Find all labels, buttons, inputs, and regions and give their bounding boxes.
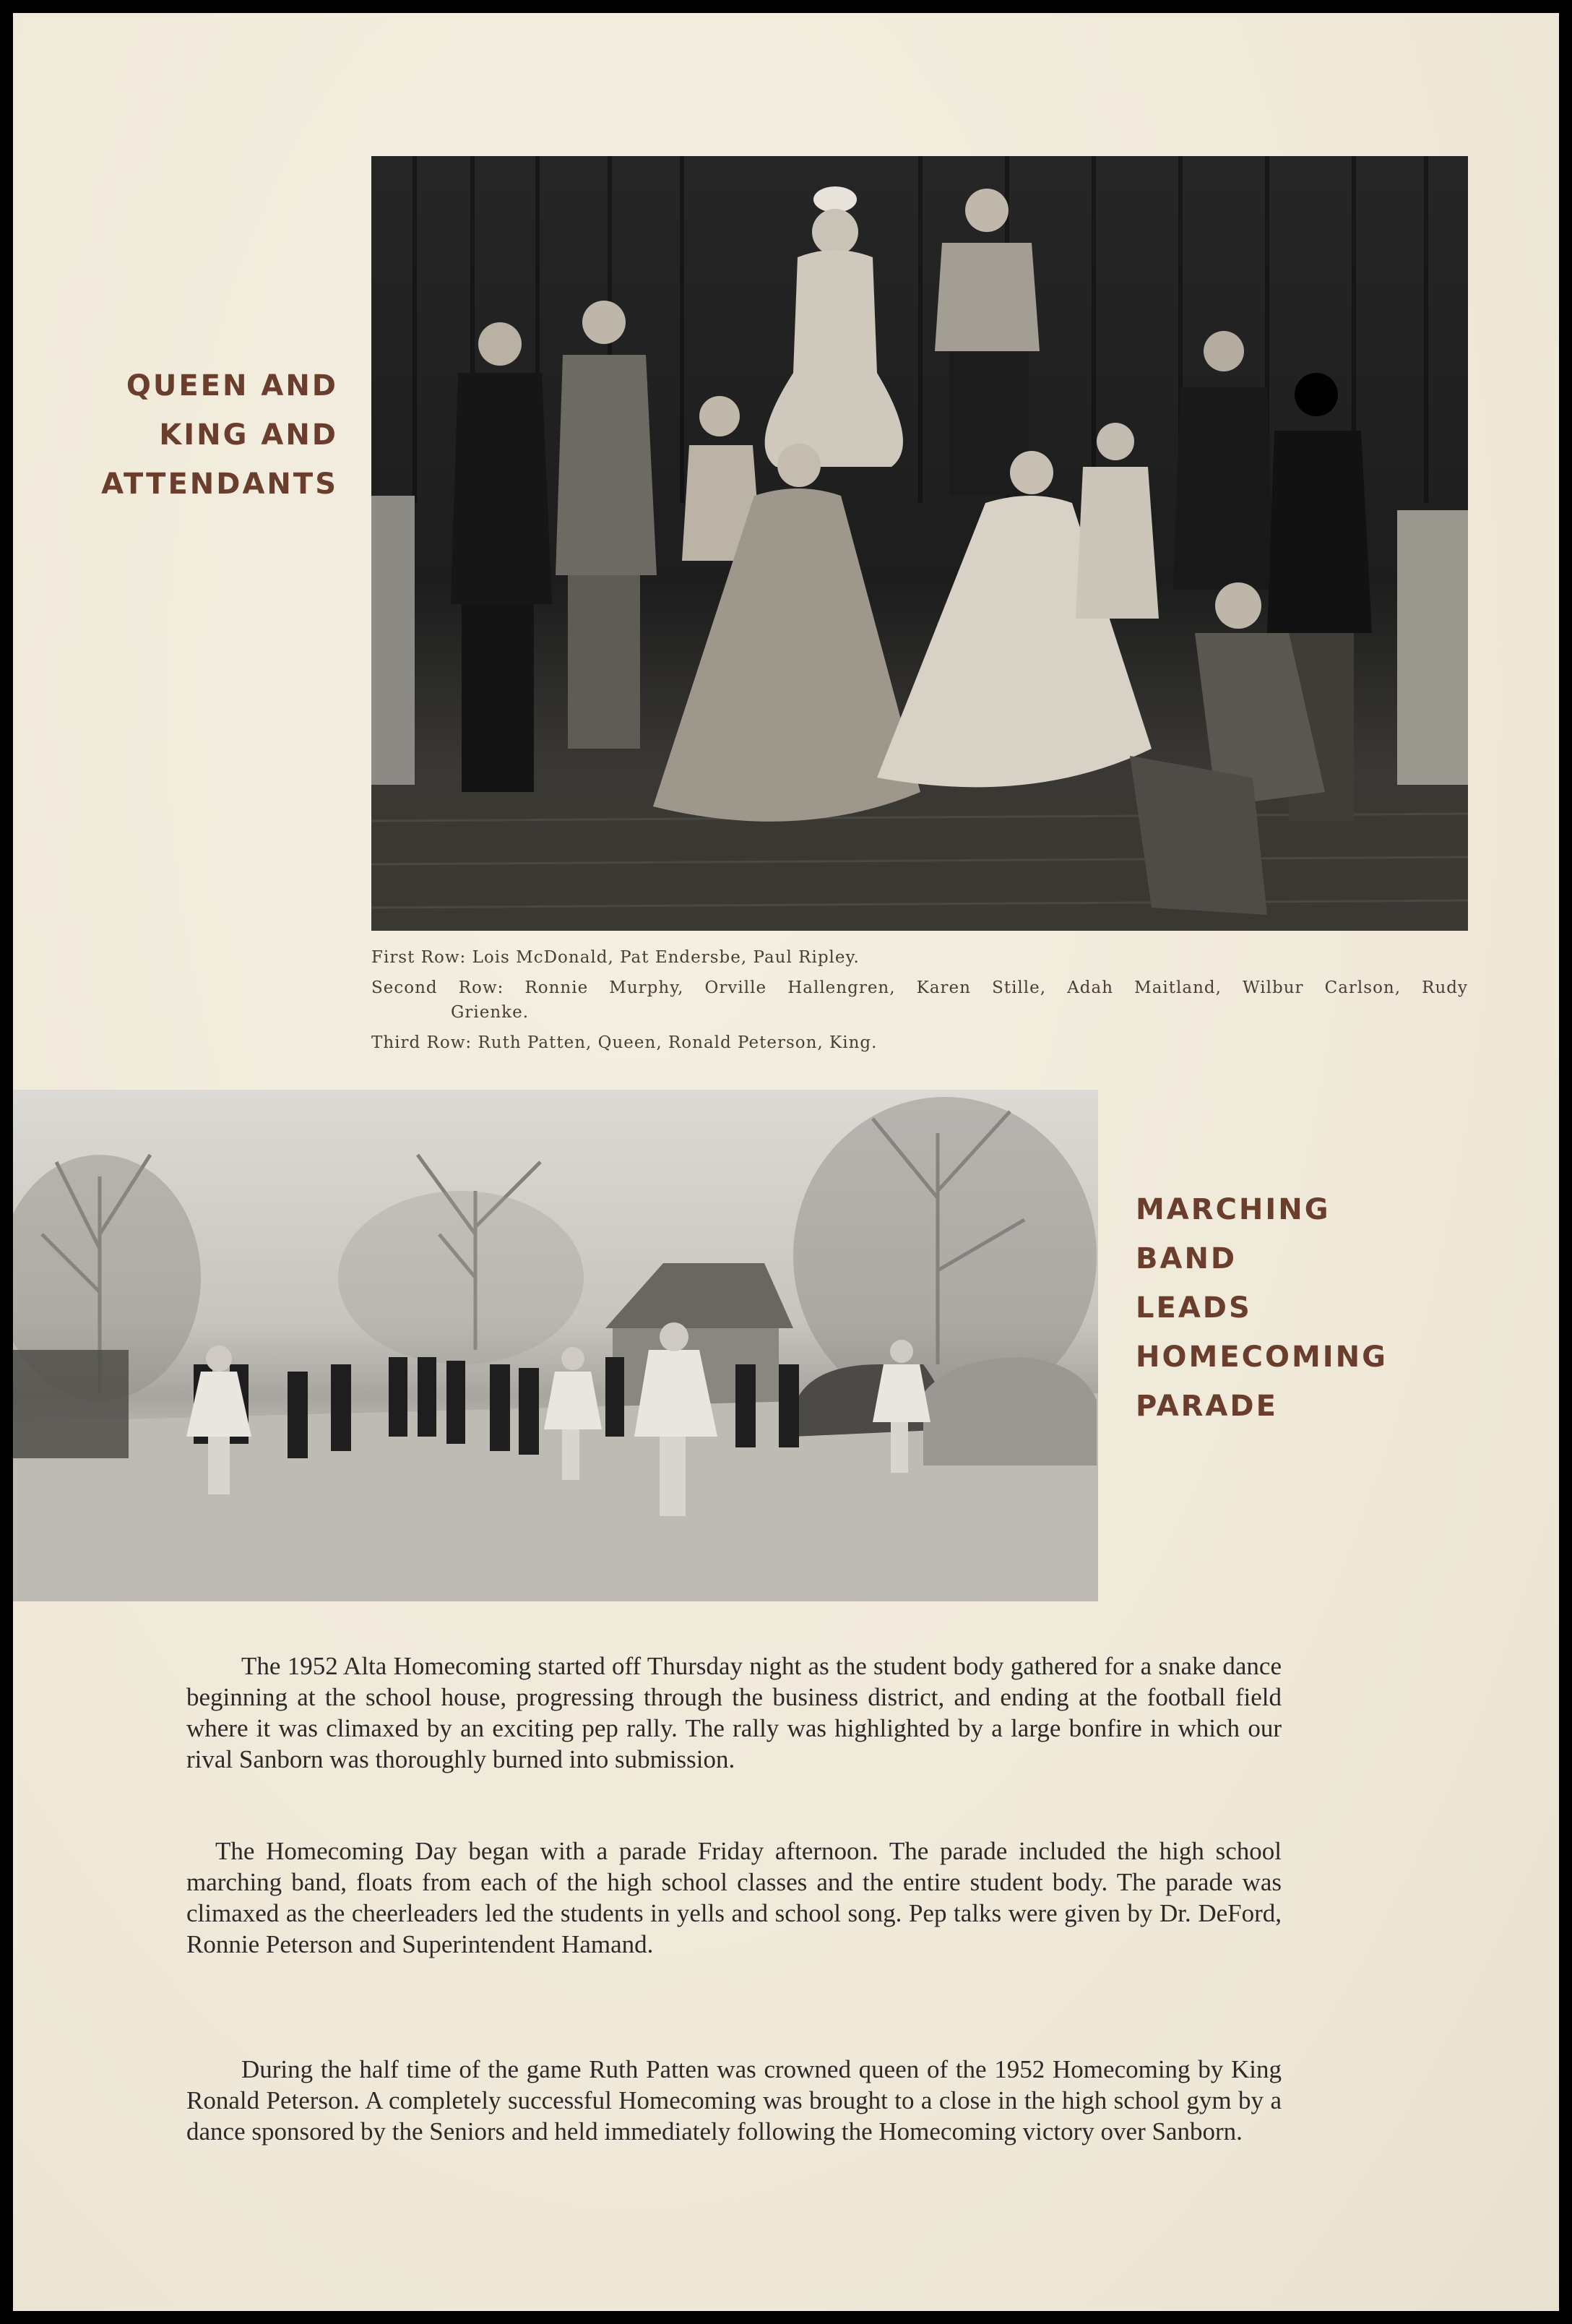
marching-band-heading (1136, 1185, 1388, 1431)
heading-line: PARADE (1136, 1390, 1278, 1423)
homecoming-paragraph-3 (186, 2054, 1282, 2147)
heading-line: BAND (1136, 1242, 1238, 1275)
marching-band-parade-photo (13, 1090, 1098, 1601)
heading-line: HOMECOMING (1136, 1340, 1388, 1374)
paragraph-text: The 1952 Alta Homecoming started off Thursday night as the student body gathered for a snake dance beginning at the school house, progressing through the business district, and ending at the football field where it was climaxed by an exciting pep rally. The rally was highlighted by a large bonfire in which our rival Sanborn was thoroughly burned into submission. (186, 1652, 1282, 1773)
paragraph-text: During the half time of the game Ruth Patten was crowned queen of the 1952 Homecoming by King Ronald Peterson. A completely successful Homecoming was brought to a close in the high school gym by a dance sponsored by the Seniors and held immediately following the Homecoming victory over Sanborn. (186, 2055, 1282, 2146)
heading-line: ATTENDANTS (101, 468, 338, 501)
heading-line: KING AND (159, 418, 338, 452)
queen-king-attendants-photo (371, 156, 1468, 931)
paragraph-text: The Homecoming Day began with a parade Friday afternoon. The parade included the high school marching band, floats from each of the high school classes and the entire student body. The parade was climaxed as the cheerleaders led the students in yells and school song. Pep talks were given by Dr. DeFord, Ronnie Peterson and Superintendent Hamand. (186, 1837, 1282, 1958)
caption-second-row-continued: Grienke. (451, 1003, 530, 1022)
heading-line: MARCHING (1136, 1193, 1331, 1226)
caption-third-row: Third Row: Ruth Patten, Queen, Ronald Peterson, King. (371, 1033, 878, 1052)
photo-illustration (13, 1090, 1098, 1601)
heading-line: QUEEN AND (126, 369, 338, 403)
caption-first-row: First Row: Lois McDonald, Pat Endersbe, Paul Ripley. (371, 948, 860, 967)
heading-line: LEADS (1136, 1291, 1252, 1325)
caption-second-row: Second Row: Ronnie Murphy, Orville Hallengren, Karen Stille, Adah Maitland, Wilbur Carlson, Rudy (371, 978, 1468, 997)
homecoming-paragraph-1 (186, 1651, 1282, 1775)
queen-and-king-heading (101, 361, 338, 509)
photo-illustration (371, 156, 1468, 931)
homecoming-paragraph-2 (186, 1835, 1282, 1960)
